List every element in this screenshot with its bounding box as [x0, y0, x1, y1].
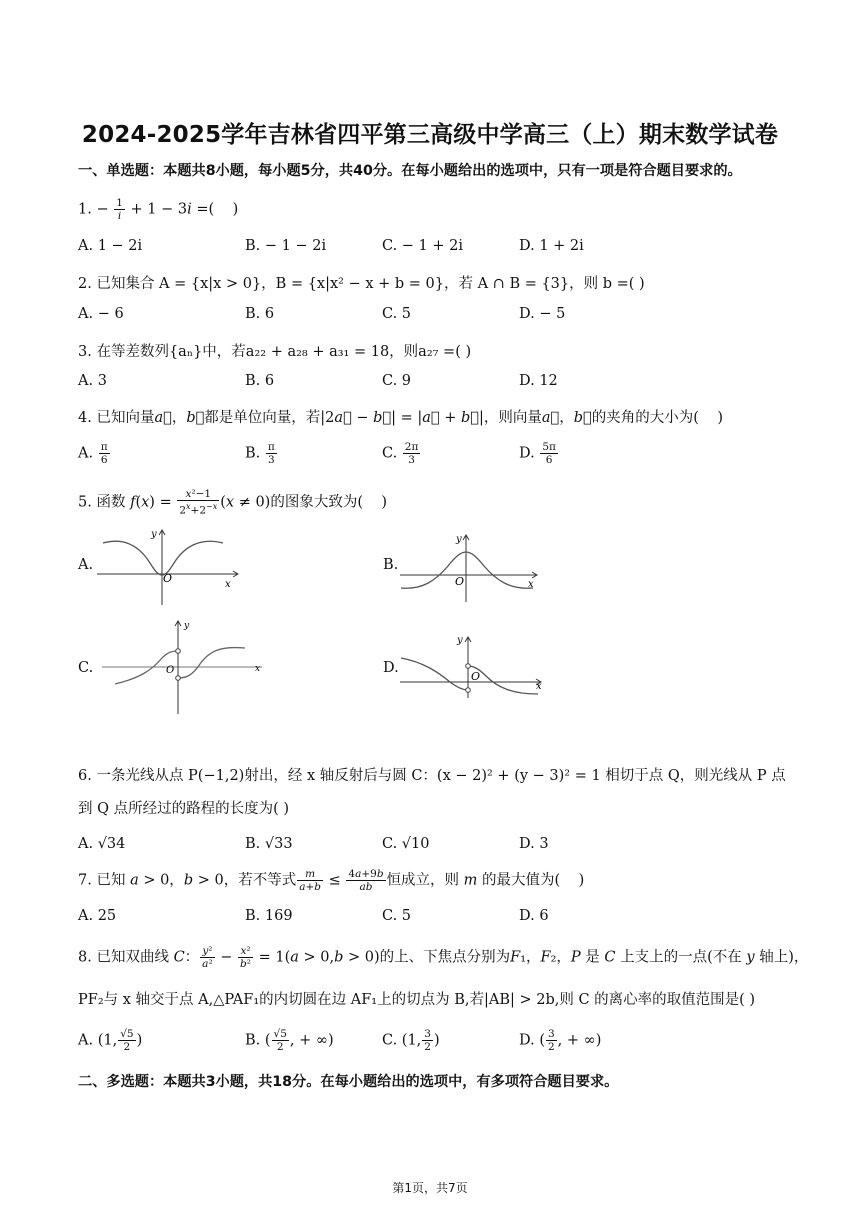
page-footer: 第1页，共7页	[392, 1181, 468, 1195]
graph-d-label: D.	[383, 660, 399, 676]
q2-option-c: C. 5	[382, 306, 412, 322]
q2-option-b: B. 6	[245, 306, 275, 322]
q3-option-d: D. 12	[519, 373, 558, 389]
svg-text:x: x	[225, 579, 231, 590]
graph-c-label: C.	[78, 660, 94, 676]
graph-b-label: B.	[383, 557, 399, 573]
section-heading-single-choice: 一、单选题：本题共8小题，每小题5分，共40分。在每小题给出的选项中，只有一项是符合题目要求的。	[78, 163, 742, 179]
question-8-line-2: PF₂与 x 轴交于点 A,△PAF₁的内切圆在边 AF₁上的切点为 B,若|AB| > 2b,则 C 的离心率的取值范围是( )	[78, 992, 756, 1008]
q8-option-a: A. (1, $\frac{√5}{2}$ )	[78, 1028, 143, 1053]
q6-option-a: A. √34	[78, 836, 126, 852]
svg-text:O: O	[455, 575, 465, 588]
question-7: 7. 已知 a > 0，b > 0，若不等式 $\frac{m}{a+b}$ ≤ $\frac{4a+9b}{ab}$ 恒成立，则 m 的最大值为( )	[78, 868, 585, 893]
q8-option-b: B. ( $\frac{√5}{2}$ , + ∞)	[245, 1028, 334, 1053]
svg-text:x: x	[536, 681, 542, 692]
question-8-line-1: 8. 已知双曲线 C： $\frac{\text{y²}}{\text{a²}}$ − $\frac{\text{x²}}{\text{b²}}$ = 1(a > 0,b > 0)的上、下焦点分别为F₁，F₂，P 是 C 上支上的一点(不在 y 轴上)，	[78, 945, 809, 970]
q1-option-b: B. − 1 − 2i	[245, 238, 327, 254]
page-title: 2024-2025学年吉林省四平第三高级中学高三（上）期末数学试卷	[81, 122, 779, 148]
q6-option-c: C. √10	[382, 836, 430, 852]
q2-option-a: A. − 6	[78, 306, 124, 322]
graph-c	[100, 618, 270, 718]
q7-option-b: B. 169	[245, 908, 293, 924]
q4-option-c: C. $\frac{2\pi}{3}$	[382, 441, 419, 466]
svg-text:x: x	[255, 664, 261, 674]
q4-option-a: A. $\frac{\pi}{6}$	[78, 441, 108, 466]
q1-option-c: C. − 1 + 2i	[382, 238, 464, 254]
q8-option-c: C. (1, $\frac{3}{2}$ )	[382, 1028, 440, 1053]
q3-option-c: C. 9	[382, 373, 412, 389]
q7-option-d: D. 6	[519, 908, 549, 924]
q3-option-b: B. 6	[245, 373, 275, 389]
svg-text:O: O	[166, 665, 175, 676]
svg-text:y: y	[151, 529, 157, 540]
q1-option-d: D. 1 + 2i	[519, 238, 584, 254]
section-heading-multiple-choice: 二、多选题：本题共3小题，共18分。在每小题给出的选项中，有多项符合题目要求。	[78, 1074, 619, 1090]
q8-option-d: D. ( $\frac{3}{2}$ , + ∞)	[519, 1028, 602, 1053]
graph-a	[95, 525, 245, 607]
question-4: 4. 已知向量a⃗，b⃗都是单位向量，若|2a⃗ − b⃗| = |a⃗ + b⃗|，则向量a⃗，b⃗的夹角的大小为( )	[78, 410, 723, 426]
q3-option-a: A. 3	[78, 373, 107, 389]
q2-option-d: D. − 5	[519, 306, 566, 322]
question-1: 1. − $\frac{1}{i}$ + 1 − 3i =( )	[78, 197, 239, 222]
q4-option-b: B. $\frac{\pi}{3}$	[245, 441, 275, 466]
graph-b	[398, 530, 543, 610]
graph-a-label: A.	[78, 557, 94, 573]
svg-text:x: x	[528, 579, 534, 590]
svg-text:O: O	[163, 572, 173, 585]
svg-text:y: y	[456, 534, 462, 545]
question-5: 5. 函数 f(x) = $\frac{\text{x²−1}}{2^x+2^{-x}}$ (x ≠ 0)的图象大致为( )	[78, 488, 388, 517]
q7-option-a: A. 25	[78, 908, 117, 924]
svg-text:y: y	[457, 635, 463, 646]
svg-text:y: y	[184, 621, 190, 631]
graph-d	[398, 632, 548, 702]
question-6-line-1: 6. 一条光线从点 P(−1,2)射出，经 x 轴反射后与圆 C：(x − 2)² + (y − 3)² = 1 相切于点 Q，则光线从 P 点	[78, 768, 786, 784]
question-6-line-2: 到 Q 点所经过的路程的长度为( )	[78, 801, 290, 817]
svg-text:O: O	[471, 670, 481, 683]
q7-option-c: C. 5	[382, 908, 412, 924]
q6-option-d: D. 3	[519, 836, 549, 852]
question-2: 2. 已知集合 A = {x|x > 0}，B = {x|x² − x + b = 0}，若 A ∩ B = {3}，则 b =( )	[78, 276, 645, 292]
question-3: 3. 在等差数列{aₙ}中，若a₂₂ + a₂₈ + a₃₁ = 18，则a₂₇ =( )	[78, 344, 472, 360]
q6-option-b: B. √33	[245, 836, 293, 852]
q4-option-d: D. $\frac{5\pi}{6}$	[519, 441, 556, 466]
q1-option-a: A. 1 − 2i	[78, 238, 143, 254]
